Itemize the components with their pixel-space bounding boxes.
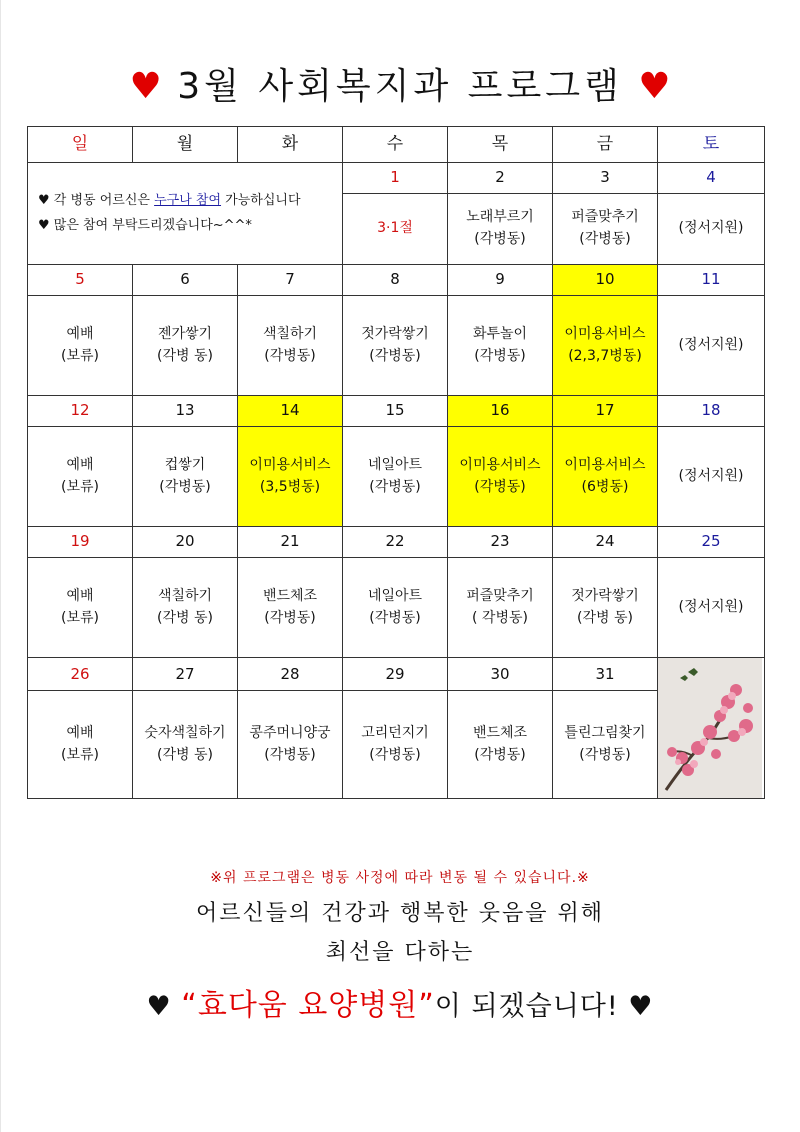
- program-cell: 젓가락쌓기 (각병 동): [553, 558, 658, 658]
- program-cell: 고리던지기 (각병동): [343, 691, 448, 799]
- program-cell: 색칠하기 (각병동): [238, 296, 343, 396]
- date-cell: 5: [28, 265, 133, 296]
- program-cell: 화투놀이 (각병동): [448, 296, 553, 396]
- date-cell: 28: [238, 658, 343, 691]
- slogan-suffix: 이 되겠습니다!: [434, 991, 619, 1022]
- program-cell: 퍼즐맞추기 ( 각병동): [448, 558, 553, 658]
- date-cell: 26: [28, 658, 133, 691]
- program-cell: 틀린그림찾기 (각병동): [553, 691, 658, 799]
- program-cell: 퍼즐맞추기 (각병동): [553, 194, 658, 265]
- program-cell: 이미용서비스 (각병동): [448, 427, 553, 527]
- program-cell: 컵쌓기 (각병동): [133, 427, 238, 527]
- date-cell: 13: [133, 396, 238, 427]
- date-cell: 25: [658, 527, 765, 558]
- hospital-name: “효다움 요양병원”: [181, 988, 435, 1023]
- program-cell: 이미용서비스 (6병동): [553, 427, 658, 527]
- program-cell: (정서지원): [658, 558, 765, 658]
- slogan-line-1: 어르신들의 건강과 행복한 웃음을 위해: [195, 901, 604, 926]
- date-cell: 10: [553, 265, 658, 296]
- date-cell: 16: [448, 396, 553, 427]
- program-cell: 이미용서비스 (3,5병동): [238, 427, 343, 527]
- program-cell: 예배 (보류): [28, 691, 133, 799]
- date-cell: 7: [238, 265, 343, 296]
- date-cell: 22: [343, 527, 448, 558]
- page-title: [0, 58, 800, 109]
- date-cell: 31: [553, 658, 658, 691]
- program-cell: 네일아트 (각병동): [343, 427, 448, 527]
- weekday-header-row: [28, 127, 765, 163]
- date-cell: 27: [133, 658, 238, 691]
- program-cell: 이미용서비스 (2,3,7병동): [553, 296, 658, 396]
- notice-box: [28, 163, 343, 265]
- date-cell: 23: [448, 527, 553, 558]
- program-cell: 예배 (보류): [28, 558, 133, 658]
- program-cell: 숫자색칠하기 (각병 동): [133, 691, 238, 799]
- date-cell: 19: [28, 527, 133, 558]
- change-notice: ※위 프로그램은 병동 사정에 따라 변동 될 수 있습니다.※: [210, 870, 590, 886]
- week-5-dates: [28, 658, 765, 691]
- date-cell: 4: [658, 163, 765, 194]
- date-cell: 24: [553, 527, 658, 558]
- heart-icon: ♥: [628, 991, 654, 1022]
- date-cell: 20: [133, 527, 238, 558]
- program-cell: (정서지원): [658, 427, 765, 527]
- week-4-dates: [28, 527, 765, 558]
- flower-painting: [658, 658, 765, 799]
- heart-icon: ♥: [638, 66, 671, 107]
- week-3-programs: [28, 427, 765, 527]
- schedule-calendar: [27, 126, 765, 799]
- slogan-line-3: [0, 980, 800, 1024]
- program-cell: 3·1절: [343, 194, 448, 265]
- week-2-programs: [28, 296, 765, 396]
- date-cell: 12: [28, 396, 133, 427]
- week-5-programs: [28, 691, 765, 799]
- program-cell: 젠가쌓기 (각병 동): [133, 296, 238, 396]
- week-1-dates: [28, 163, 765, 194]
- date-cell: 17: [553, 396, 658, 427]
- title-text: 3월 사회복지과 프로그램: [177, 66, 623, 107]
- flower-painting-image: [658, 658, 762, 798]
- program-cell: 젓가락쌓기 (각병동): [343, 296, 448, 396]
- weekday-thursday: 목: [448, 127, 553, 163]
- week-3-dates: [28, 396, 765, 427]
- date-cell: 2: [448, 163, 553, 194]
- week-4-programs: [28, 558, 765, 658]
- heart-icon: ♥: [146, 991, 172, 1022]
- program-cell: 노래부르기 (각병동): [448, 194, 553, 265]
- notice-line-2: ♥ 많은 참여 부탁드리겠습니다~^^*: [38, 217, 252, 233]
- weekday-tuesday: 화: [238, 127, 343, 163]
- notice-highlight: 누구나 참여: [154, 192, 222, 208]
- heart-icon: ♥: [129, 66, 162, 107]
- date-cell: 8: [343, 265, 448, 296]
- date-cell: 14: [238, 396, 343, 427]
- date-cell: 9: [448, 265, 553, 296]
- slogan-line-2: 최선을 다하는: [325, 940, 475, 965]
- date-cell: 1: [343, 163, 448, 194]
- notice-line-1: ♥ 각 병동 어르신은 누구나 참여 가능하십니다: [38, 192, 301, 208]
- weekday-monday: 월: [133, 127, 238, 163]
- week-2-dates: [28, 265, 765, 296]
- program-cell: (정서지원): [658, 296, 765, 396]
- date-cell: 18: [658, 396, 765, 427]
- date-cell: 29: [343, 658, 448, 691]
- weekday-saturday: 토: [658, 127, 765, 163]
- program-cell: 예배 (보류): [28, 427, 133, 527]
- date-cell: 30: [448, 658, 553, 691]
- program-cell: 밴드체조 (각병동): [448, 691, 553, 799]
- program-cell: 색칠하기 (각병 동): [133, 558, 238, 658]
- date-cell: 3: [553, 163, 658, 194]
- program-cell: 예배 (보류): [28, 296, 133, 396]
- date-cell: 6: [133, 265, 238, 296]
- weekday-friday: 금: [553, 127, 658, 163]
- program-cell: 콩주머니양궁 (각병동): [238, 691, 343, 799]
- weekday-wednesday: 수: [343, 127, 448, 163]
- date-cell: 11: [658, 265, 765, 296]
- weekday-sunday: 일: [28, 127, 133, 163]
- date-cell: 21: [238, 527, 343, 558]
- date-cell: 15: [343, 396, 448, 427]
- program-cell: (정서지원): [658, 194, 765, 265]
- program-cell: 밴드체조 (각병동): [238, 558, 343, 658]
- program-cell: 네일아트 (각병동): [343, 558, 448, 658]
